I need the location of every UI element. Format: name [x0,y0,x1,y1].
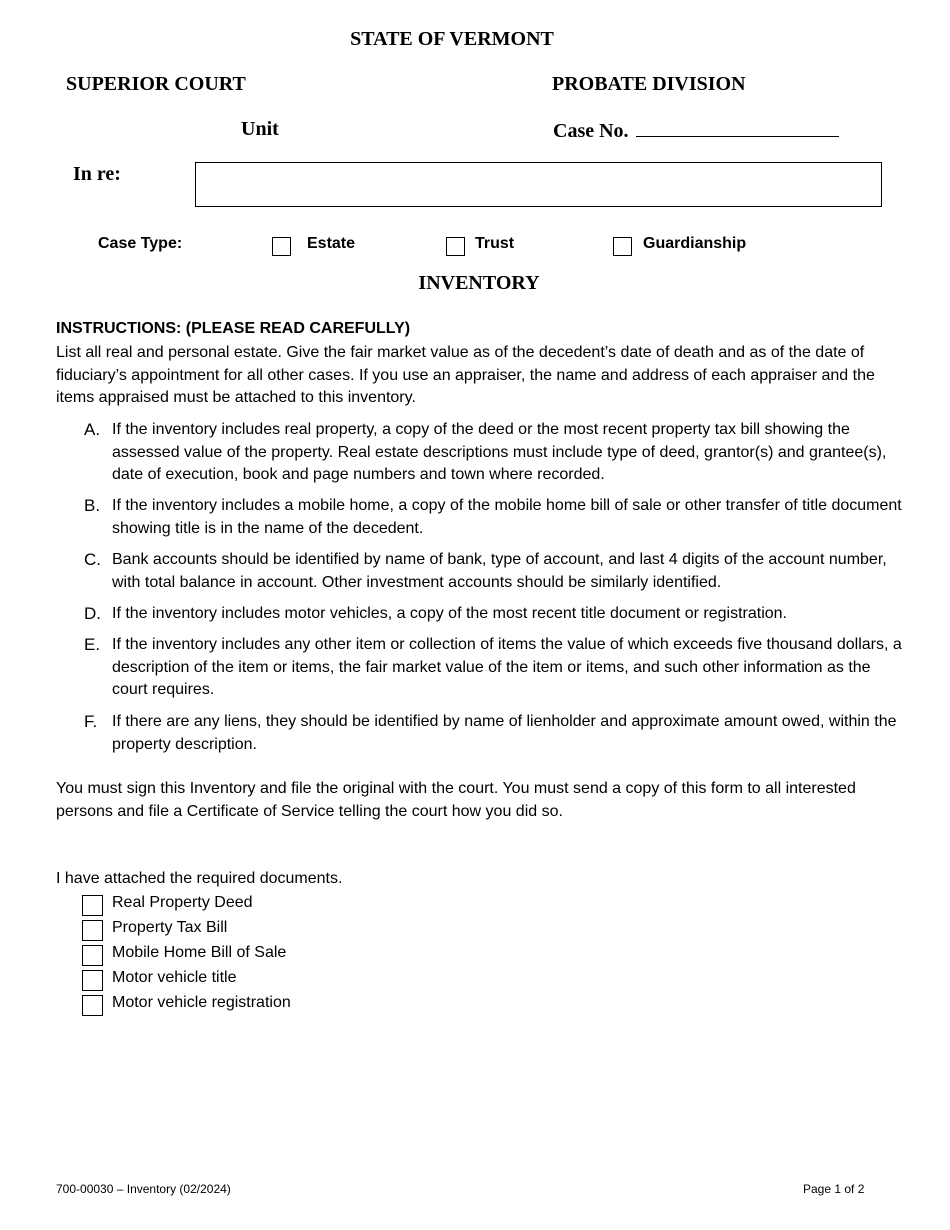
instruction-text: If the inventory includes motor vehicles, a copy of the most recent title document or registration. [112,605,787,622]
instruction-letter: E. [84,635,101,654]
instruction-letter: D. [84,604,101,623]
instruction-text: If the inventory includes a mobile home, a copy of the mobile home bill of sale or other transfer of title document showing title is in the name of the decedent. [112,497,902,537]
document-label: Motor vehicle title [112,969,237,986]
document-label: Motor vehicle registration [112,994,291,1011]
trust-checkbox[interactable] [446,237,465,256]
in-re-input[interactable] [195,162,882,207]
instruction-text: Bank accounts should be identified by name of bank, type of account, and last 4 digits of the account number, with total balance in account. Other investment accounts should be similarly identified. [112,551,887,591]
document-label: Mobile Home Bill of Sale [112,944,287,961]
state-title: STATE OF VERMONT [350,28,554,50]
document-label: Real Property Deed [112,894,253,911]
page-title: INVENTORY [418,272,540,294]
motor-vehicle-registration-checkbox[interactable] [82,995,103,1016]
estate-checkbox[interactable] [272,237,291,256]
signing-notice: You must sign this Inventory and file the original with the court. You must send a copy of this form to all interested persons and file a Certificate of Service telling the court how you did so. [56,780,856,820]
unit-label: Unit [241,118,279,140]
guardianship-label: Guardianship [643,235,747,252]
instruction-text: If the inventory includes any other item or collection of items the value of which exceeds five thousand dollars, a description of the item or items, the fair market value of the item or items, and such other information as the court requires. [112,636,902,699]
instructions-heading: INSTRUCTIONS: (PLEASE READ CAREFULLY) [56,320,411,337]
in-re-label: In re: [73,163,121,185]
instruction-letter: F. [84,712,98,731]
instruction-letter: C. [84,550,101,569]
court-name: SUPERIOR COURT [66,73,246,95]
instruction-text: If there are any liens, they should be identified by name of lienholder and approximate amount owed, within the property description. [112,713,897,753]
instructions-intro: List all real and personal estate. Give the fair market value as of the decedent’s date of death and as of the date of fiduciary’s appointment for all other cases. If you use an appraiser, the name and address of each appraiser and the items appraised must be attached to this inventory. [56,344,875,407]
mobile-home-bill-checkbox[interactable] [82,945,103,966]
attached-documents-label: I have attached the required documents. [56,870,343,887]
real-property-deed-checkbox[interactable] [82,895,103,916]
instruction-text: If the inventory includes real property, a copy of the deed or the most recent property tax bill showing the assessed value of the property. Real estate descriptions must include type of deed, grantor(s) and grantee(s), date of execution, book and page numbers and town where recorded. [112,421,887,484]
motor-vehicle-title-checkbox[interactable] [82,970,103,991]
division-name: PROBATE DIVISION [552,73,746,95]
case-type-label: Case Type: [98,235,183,252]
instruction-letter: B. [84,496,101,515]
case-number-field[interactable] [553,118,839,143]
document-label: Property Tax Bill [112,919,228,936]
instruction-item [84,634,904,702]
form-id: 700-00030 – Inventory (02/2024) [56,1182,231,1196]
instruction-item [84,603,904,626]
case-number-label: Case No. [553,120,629,142]
instruction-item [84,549,904,594]
instruction-item [84,711,904,756]
guardianship-checkbox[interactable] [613,237,632,256]
case-number-line[interactable] [636,118,839,137]
instruction-item [84,495,904,540]
instruction-letter: A. [84,420,101,439]
instruction-item [84,419,904,487]
estate-label: Estate [307,235,356,252]
property-tax-bill-checkbox[interactable] [82,920,103,941]
page-number: Page 1 of 2 [803,1182,865,1196]
trust-label: Trust [475,235,515,252]
